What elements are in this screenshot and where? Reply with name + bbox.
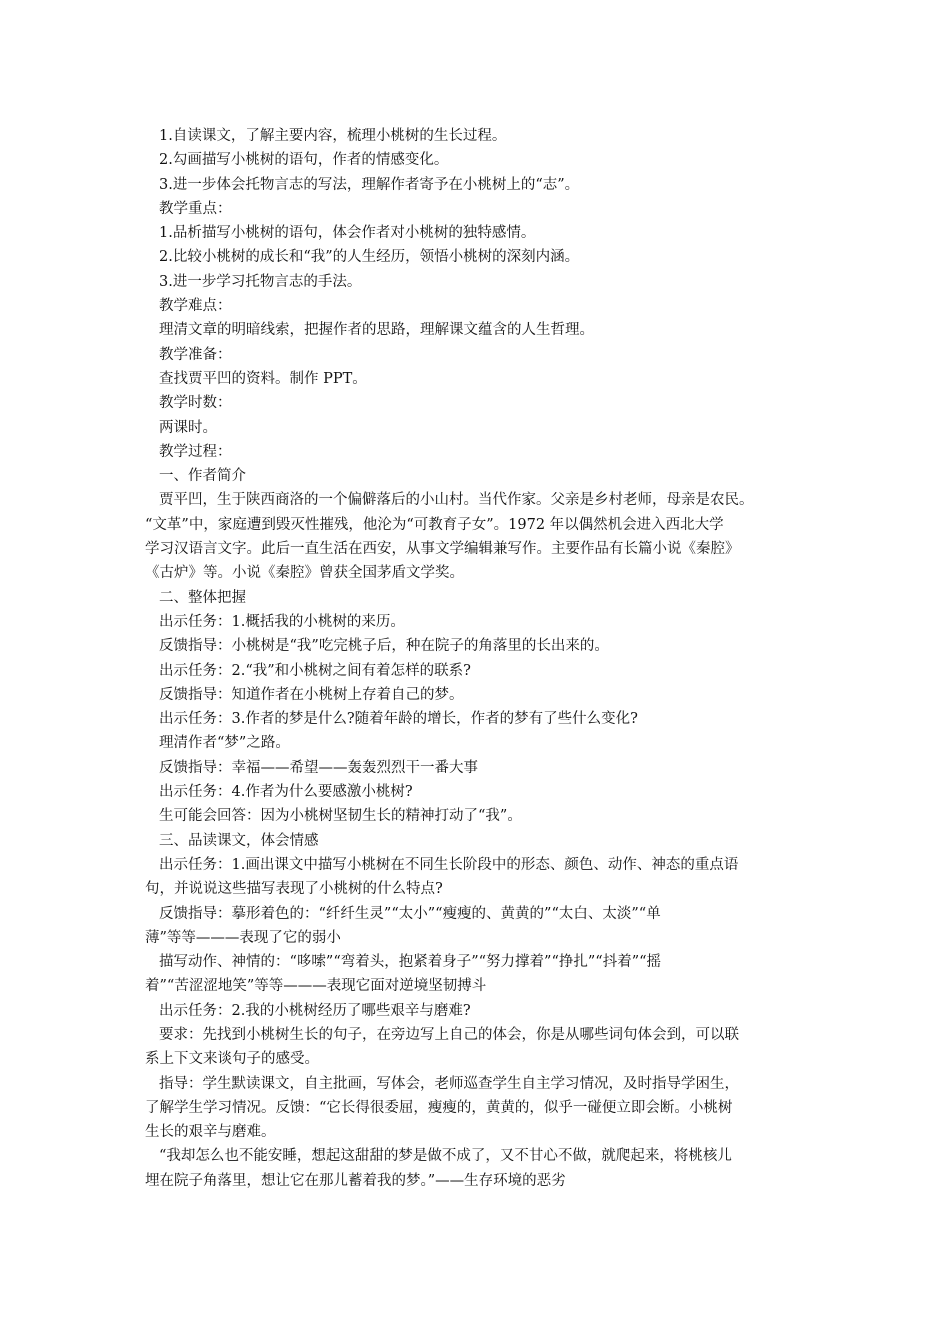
text-line: 2.比较小桃树的成长和“我”的人生经历，领悟小桃树的深刻内涵。: [159, 249, 580, 266]
text-line: 出示任务：3.作者的梦是什么?随着年龄的增长，作者的梦有了些什么变化?: [159, 711, 638, 728]
text-line: 《古炉》等。小说《秦腔》曾获全国茅盾文学奖。: [145, 565, 464, 582]
text-line: 句，并说说这些描写表现了小桃树的什么特点?: [145, 881, 443, 898]
text-line: 2.勾画描写小桃树的语句，作者的情感变化。: [159, 152, 449, 169]
text-line: 出示任务：1.概括我的小桃树的来历。: [159, 613, 405, 630]
text-line: 3.进一步体会托物言志的写法，理解作者寄予在小桃树上的“志”。: [159, 176, 580, 193]
text-line: 教学时数：: [159, 395, 232, 412]
text-line: 出示任务：2.我的小桃树经历了哪些艰辛与磨难?: [159, 1002, 471, 1019]
text-line: 描写动作、神情的：“哆嗦”“弯着头，抱紧着身子”“努力撑着”“挣扎”“抖着”“摇: [159, 954, 662, 971]
text-line: 反馈指导：幸福——希望——轰轰烈烈干一番大事: [159, 759, 478, 776]
text-line: “文革”中，家庭遭到毁灭性摧残，他沦为“可教育子女”。1972 年以偶然机会进入西北大学: [145, 516, 724, 533]
text-line: 教学准备：: [159, 346, 232, 363]
text-line: 指导：学生默读课文，自主批画，写体会，老师巡查学生自主学习情况，及时指导学困生，: [159, 1075, 739, 1092]
text-line: 生长的艰辛与磨难。: [145, 1124, 276, 1141]
text-line: 1.品析描写小桃树的语句，体会作者对小桃树的独特感情。: [159, 225, 536, 242]
text-line: 生可能会回答：因为小桃树坚韧生长的精神打动了“我”。: [159, 808, 522, 825]
text-line: 反馈指导：小桃树是“我”吃完桃子后，种在院子的角落里的长出来的。: [159, 638, 609, 655]
text-line: 埋在院子角落里，想让它在那儿蓄着我的梦。”——生存环境的恶劣: [145, 1172, 566, 1189]
text-line: 理清文章的明暗线索，把握作者的思路，理解课文蕴含的人生哲理。: [159, 322, 594, 339]
text-line: 查找贾平凹的资料。制作 PPT。: [159, 370, 367, 387]
document-body: [145, 124, 805, 1193]
text-line: 教学重点：: [159, 200, 232, 217]
text-line: 两课时。: [159, 419, 217, 436]
text-line: 出示任务：1.画出课文中描写小桃树在不同生长阶段中的形态、颜色、动作、神态的重点语: [159, 856, 739, 873]
text-line: 1.自读课文，了解主要内容，梳理小桃树的生长过程。: [159, 128, 507, 144]
text-line: 要求：先找到小桃树生长的句子，在旁边写上自己的体会，你是从哪些词句体会到，可以联: [159, 1026, 739, 1043]
text-line: 二、整体把握: [159, 589, 246, 606]
text-line: 一、作者简介: [159, 468, 246, 485]
text-line: 反馈指导：摹形着色的：“纤纤生灵”“太小”“瘦瘦的、黄黄的”“太白、太淡”“单: [159, 905, 661, 922]
text-line: 反馈指导：知道作者在小桃树上存着自己的梦。: [159, 686, 464, 703]
text-line: 出示任务：4.作者为什么要感激小桃树?: [159, 784, 413, 801]
text-line: 三、品读课文，体会情感: [159, 832, 319, 849]
text-line: 着”“苦涩涩地笑”等等———表现它面对逆境坚韧搏斗: [145, 978, 487, 995]
text-line: 3.进一步学习托物言志的手法。: [159, 273, 362, 290]
text-line: 理清作者“梦”之路。: [159, 735, 290, 752]
text-line: 出示任务：2.“我”和小桃树之间有着怎样的联系?: [159, 662, 471, 679]
text-line: 学习汉语言文字。此后一直生活在西安，从事文学编辑兼写作。主要作品有长篇小说《秦腔》: [145, 541, 740, 558]
text-line: 了解学生学习情况。反馈：“它长得很委屈，瘦瘦的，黄黄的，似乎一碰便立即会断。小桃树: [145, 1099, 733, 1116]
text-line: 贾平凹，生于陕西商洛的一个偏僻落后的小山村。当代作家。父亲是乡村老师，母亲是农民。: [159, 492, 754, 509]
text-line: 薄”等等———表现了它的弱小: [145, 929, 341, 946]
text-line: 教学过程：: [159, 443, 232, 460]
text-line: 系上下文来谈句子的感受。: [145, 1051, 319, 1068]
text-line: “我却怎么也不能安睡，想起这甜甜的梦是做不成了，又不甘心不做，就爬起来，将桃核儿: [159, 1148, 732, 1165]
text-line: 教学难点：: [159, 298, 232, 315]
